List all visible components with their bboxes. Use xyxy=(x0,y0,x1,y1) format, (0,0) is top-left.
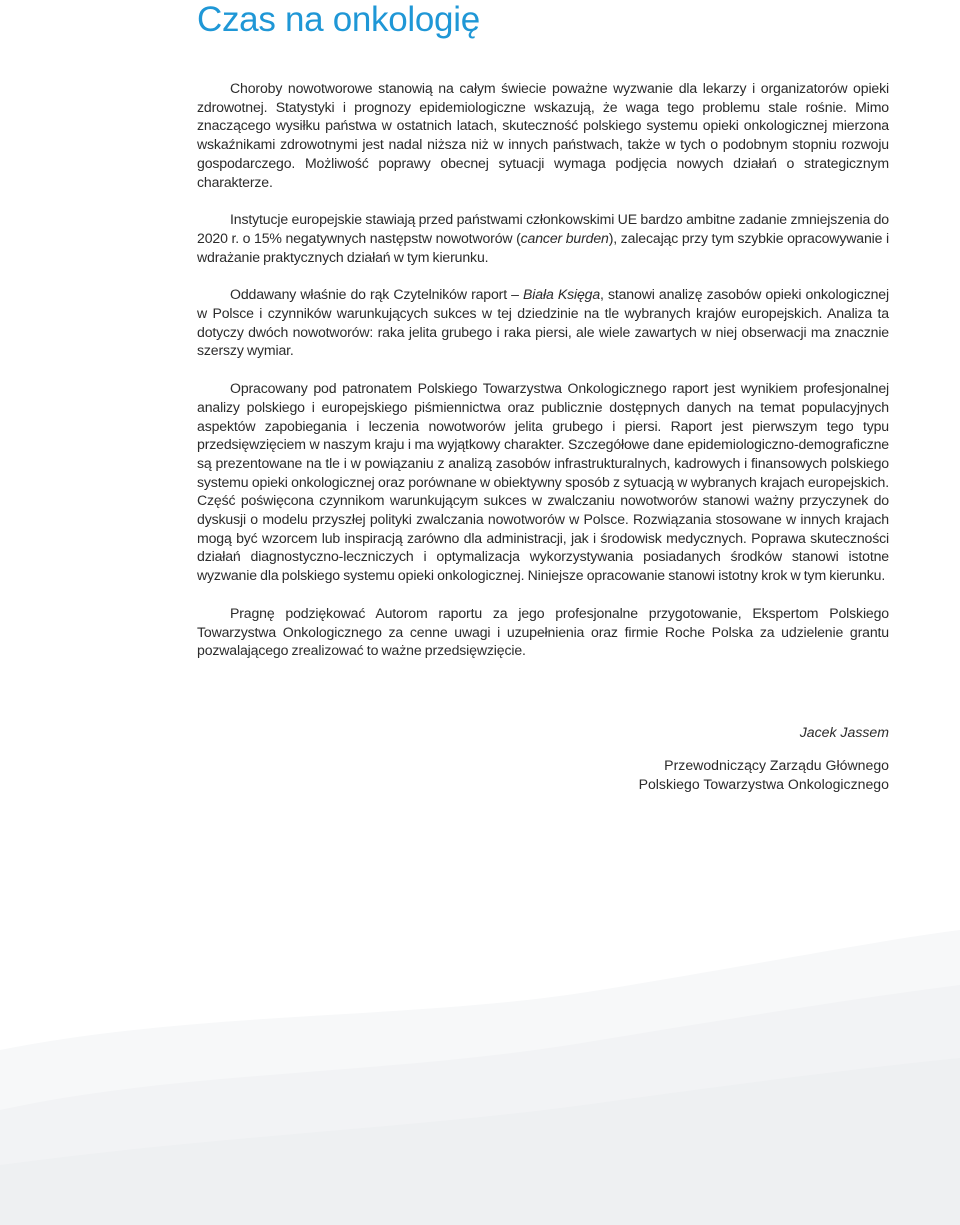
background-wave-decoration xyxy=(0,900,960,1225)
paragraph-italic-text: cancer burden xyxy=(520,229,609,246)
paragraph xyxy=(197,379,889,585)
paragraph xyxy=(197,79,889,191)
paragraph-text: Choroby nowotworowe stanowią na całym świecie poważne wyzwanie dla lekarzy i organizatorów opieki zdrowotnej. Statystyki i prognozy epidemiologiczne wskazują, że waga tego problemu stale rośnie. Mimo znaczącego wysiłku państwa w ostatnich latach, skuteczność polskiego systemu opieki onkologicznej mierzona wskaźnikami zdrowotnymi jest nadal niższa niż w innych państwach, także w tych o podobnym stopniu rozwoju gospodarczego. Możliwość poprawy obecnej sytuacji wymaga podjęcia nowych działań o strategicznym charakterze. xyxy=(197,80,889,190)
paragraph xyxy=(197,210,889,266)
paragraph xyxy=(197,285,889,360)
page-title: Czas na onkologię xyxy=(197,0,480,39)
paragraph-text: ), zalecając przy tym szybkie opracowywanie i wdrażanie praktycznych działań w tym kierunku. xyxy=(197,229,889,265)
paragraph-text: Instytucje europejskie stawiają przed państwami członkowskimi UE bardzo ambitne zadanie zmniejszenia do 2020 r. o 15% negatywnych następstw nowotworów ( xyxy=(197,211,889,246)
body-text xyxy=(197,79,889,679)
signature-role-line: Przewodniczący Zarządu Głównego xyxy=(664,757,889,773)
paragraph-text: Opracowany pod patronatem Polskiego Towarzystwa Onkologicznego raport jest wynikiem profesjonalnej analizy polskiego i europejskiego piśmiennictwa oraz publicznie dostępnych danych na temat populacyjnych aspektów zapobiegania i leczenia nowotworów jelita grubego i piersi. Raport jest pierwszym tego typu przedsięwzięciem w naszym kraju i ma wyjątkowy charakter. Szczegółowe dane epidemiologiczno-demograficzne są prezentowane na tle i w powiązaniu z analizą zasobów infrastrukturalnych, kadrowych i finansowych polskiego systemu opieki onkologicznej oraz porównane w obiektywny sposób z sytuacją w wybranych krajach europejskich. Część poświęcona czynnikom warunkującym sukces w zwalczaniu nowotworów stanowi ważny przyczynek do dyskusji o modelu przyszłej polityki zwalczania nowotworów w Polsce. Rozwiązania stosowane w innych krajach mogą być wzorcem lub inspiracją zarówno dla administracji, jak i środowisk medycznych. Poprawa skuteczności działań diagnostyczno-leczniczych i optymalizacja wykorzystywania posiadanych środków stanowi istotne wyzwanie dla polskiego systemu opieki onkologicznej. Niniejsze opracowanie stanowi istotny krok w tym kierunku. xyxy=(197,380,889,584)
paragraph xyxy=(197,604,889,660)
signature-role-line: Polskiego Towarzystwa Onkologicznego xyxy=(638,776,889,792)
signature-block xyxy=(639,723,889,794)
paragraph-italic-text: Biała Księga xyxy=(523,286,601,303)
paragraph-text: Oddawany właśnie do rąk Czytelników raport – xyxy=(230,286,524,303)
paragraph-text: Pragnę podziękować Autorom raportu za jego profesjonalne przygotowanie, Ekspertom Polskiego Towarzystwa Onkologicznego za cenne uwagi i uzupełnienia oraz firmie Roche Polska za udzielenie grantu pozwalającego zrealizować to ważne przedsięwzięcie. xyxy=(197,604,889,659)
paragraph-text: , stanowi analizę zasobów opieki onkologicznej w Polsce i czynników warunkujących sukces w tej dziedzinie na tle wybranych krajów europejskich. Analiza ta dotyczy dwóch nowotworów: raka jelita grubego i raka piersi, ale wiele zawartych w niej obserwacji ma znacznie szerszy wymiar. xyxy=(197,286,889,359)
signature-name: Jacek Jassem xyxy=(799,724,889,740)
